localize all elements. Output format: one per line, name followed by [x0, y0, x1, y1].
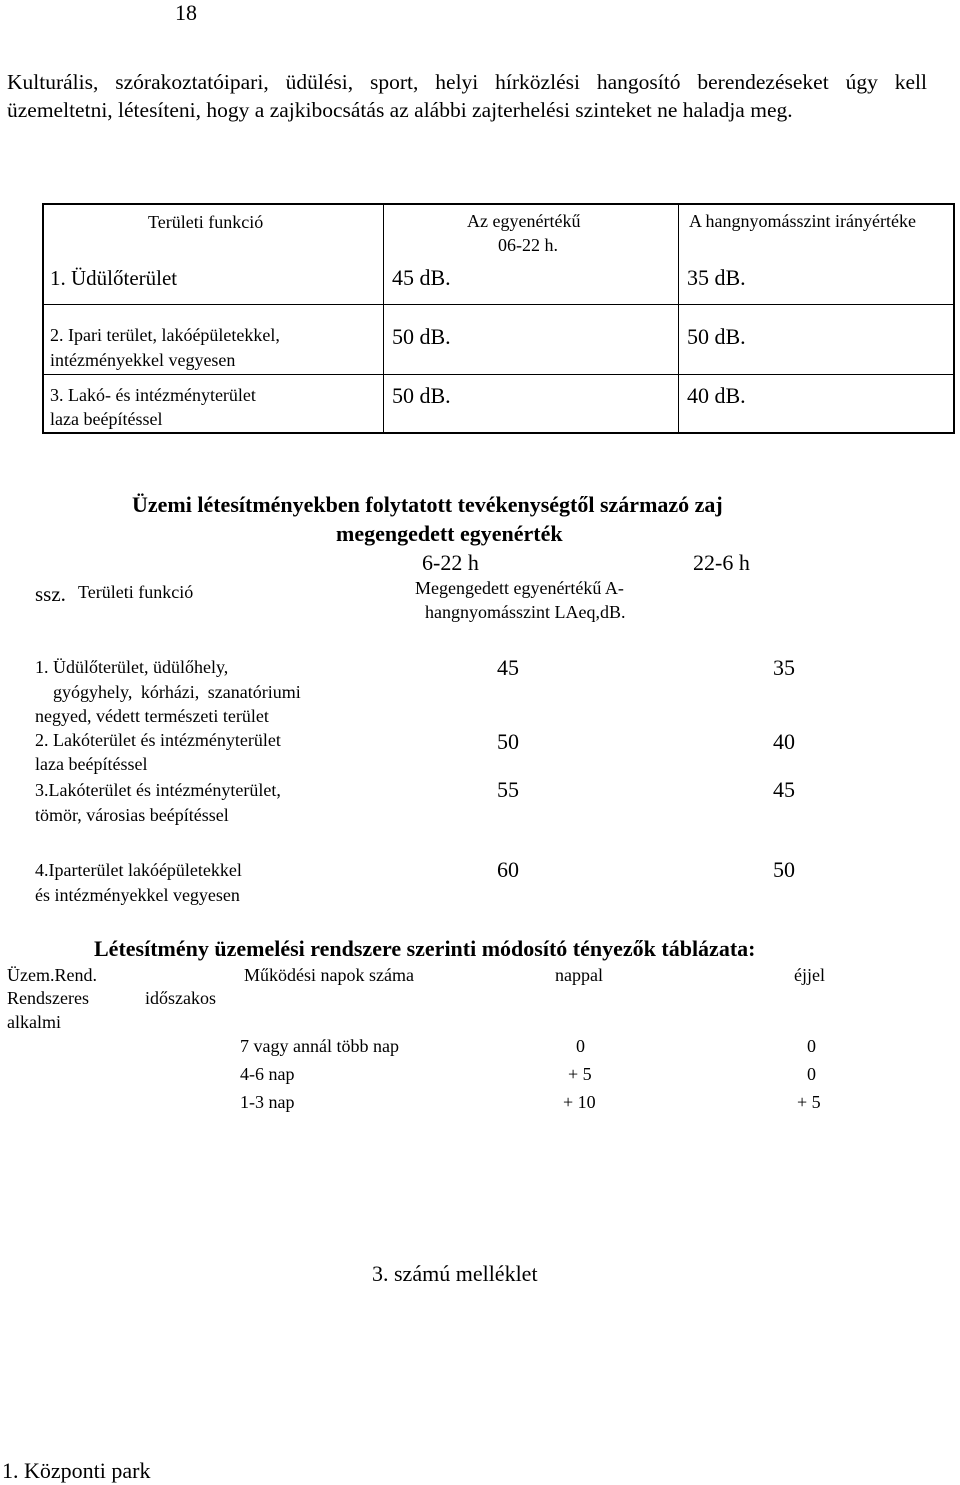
t2-row3-label: 3.Lakóterület és intézményterület,	[35, 780, 281, 800]
t1-row3-label-2: laza beépítéssel	[50, 409, 163, 429]
t3-col-night: éjjel	[794, 965, 825, 985]
t1-header-guide: A hangnyomásszint irányértéke	[689, 211, 916, 231]
t3-row1-night: 0	[807, 1036, 816, 1056]
t1-row3-v2: 40 dB.	[687, 383, 746, 408]
t2-row1-night: 35	[773, 655, 795, 680]
t3-col-mode: Üzem.Rend.	[7, 965, 97, 985]
t3-col-day: nappal	[555, 965, 603, 985]
t3-mode-regular: Rendszeres	[7, 988, 89, 1008]
t2-row1-label: 1. Üdülőterület, üdülőhely,	[35, 657, 229, 677]
t2-row1-label-3: negyed, védett természeti terület	[35, 706, 269, 726]
t1-header-equiv: Az egyenértékű	[467, 211, 581, 231]
t2-row2-day: 50	[497, 729, 519, 754]
t1-row2-v1: 50 dB.	[392, 324, 451, 349]
t3-row1-day: 0	[576, 1036, 585, 1056]
t2-unit: Megengedett egyenértékű A-	[415, 578, 624, 598]
page-number: 18	[175, 0, 197, 25]
t3-row2-night: 0	[807, 1064, 816, 1084]
t1-row2-v2: 50 dB.	[687, 324, 746, 349]
t3-mode-occasional: alkalmi	[7, 1012, 61, 1032]
t1-row1-v2: 35 dB.	[687, 265, 746, 290]
t1-row3-v1: 50 dB.	[392, 383, 451, 408]
t3-row3-day: + 10	[563, 1092, 596, 1112]
t1-header-equiv-time: 06-22 h.	[498, 235, 558, 255]
t3-row2-day: + 5	[568, 1064, 592, 1084]
t2-ssz: ssz.	[35, 582, 66, 606]
t1-row2-label-2: intézményekkel vegyesen	[50, 350, 236, 370]
t2-title: Üzemi létesítményekben folytatott tevékenységtől származó zaj	[132, 492, 723, 517]
t2-row1-label-2: gyógyhely, kórházi, szanatóriumi	[53, 682, 301, 702]
t2-row2-label: 2. Lakóterület és intézményterület	[35, 730, 281, 750]
t1-row2-label: 2. Ipari terület, lakóépületekkel,	[50, 325, 280, 345]
t3-row1-days: 7 vagy annál több nap	[240, 1036, 399, 1056]
t3-title: Létesítmény üzemelési rendszere szerinti módosító tényezők táblázata:	[94, 936, 756, 961]
t2-row3-night: 45	[773, 777, 795, 802]
t2-unit-2: hangnyomásszint LAeq,dB.	[425, 602, 626, 622]
t2-title-2: megengedett egyenérték	[336, 521, 563, 546]
annex-title: 3. számú melléklet	[372, 1261, 538, 1286]
t1-row3-label: 3. Lakó- és intézményterület	[50, 385, 256, 405]
t2-row2-night: 40	[773, 729, 795, 754]
noise-limit-table-1	[42, 203, 955, 434]
footer-item: 1. Központi park	[2, 1458, 151, 1483]
t2-row4-day: 60	[497, 857, 519, 882]
t2-row4-night: 50	[773, 857, 795, 882]
t2-col-day: 6-22 h	[422, 550, 479, 575]
t2-row4-label-2: és intézményekkel vegyesen	[35, 885, 240, 905]
t3-row2-days: 4-6 nap	[240, 1064, 295, 1084]
t3-row3-night: + 5	[797, 1092, 821, 1112]
t3-row3-days: 1-3 nap	[240, 1092, 295, 1112]
t1-row1-label: 1. Üdülőterület	[50, 266, 178, 290]
t2-row3-label-2: tömör, városias beépítéssel	[35, 805, 229, 825]
t2-row4-label: 4.Iparterület lakóépületekkel	[35, 860, 242, 880]
t1-header-function: Területi funkció	[148, 212, 264, 232]
t2-row3-day: 55	[497, 777, 519, 802]
t3-col-days: Működési napok száma	[244, 965, 414, 985]
intro-paragraph: Kulturális, szórakoztatóipari, üdülési, sport, helyi hírközlési hangosító berendezéseket úgy kell üzemeltetni, létesíteni, hogy a zajkibocsátás az alábbi zajterhelési szinteket ne haladja meg.	[7, 70, 927, 122]
t3-mode-periodic: időszakos	[145, 988, 216, 1008]
t2-col-night: 22-6 h	[693, 550, 750, 575]
t2-function: Területi funkció	[78, 582, 194, 602]
t2-row2-label-2: laza beépítéssel	[35, 754, 148, 774]
t1-row1-v1: 45 dB.	[392, 265, 451, 290]
t2-row1-day: 45	[497, 655, 519, 680]
